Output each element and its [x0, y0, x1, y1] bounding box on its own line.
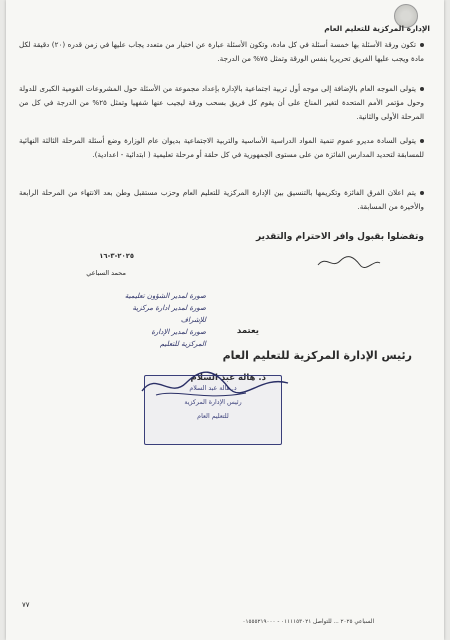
paragraph-4 [19, 186, 424, 214]
head-title: رئيس الإدارة المركزية للتعليم العام [222, 349, 412, 362]
head-name: د. هالة عبد السلام [190, 373, 266, 383]
handwritten-line: صورة لمدير ادارة مركزية [132, 304, 206, 312]
handwritten-line: للإشراف [180, 316, 206, 324]
page-number: ٧٧ [22, 601, 30, 609]
paragraph-1 [19, 38, 424, 66]
document-page [6, 0, 444, 640]
bullet-icon [420, 191, 424, 195]
bullet-icon [420, 139, 424, 143]
paragraph-3 [19, 134, 424, 162]
paragraph-2 [19, 82, 424, 124]
paragraph-4-text: يتم اعلان الفرق الفائزة وتكريمها بالتنسيق بين الإدارة المركزية للتعليم العام وحزب مستقبل وطن بعد الانتهاء من المرحلة الرابعة والأخيرة من المسابقة. [19, 188, 424, 211]
paragraph-3-text: يتولى السادة مديرو عموم تنمية المواد الدراسية الأساسية والتربية الاجتماعية بديوان عام الوزارة وضع أسئلة المرحلة الثالثة النهائية للمسابقة لتحديد المدارس الفائزة من على مستوى الجمهورية في كل حلقة أو مرحلة تعليمية ( ابتدائية - اعدادية). [19, 136, 424, 159]
head-signature-icon [136, 365, 296, 405]
bullet-icon [420, 43, 424, 47]
signature-scribble-icon [314, 253, 384, 271]
handwritten-line: صورة لمدير الشؤون تعليمية [124, 292, 206, 300]
approved-label: يعتمد [236, 326, 259, 336]
document-date: ٢٠٢٥-٣-١٦ [99, 252, 134, 260]
stamp-line: رئيس الإدارة المركزية [184, 399, 242, 406]
paragraph-2-text: يتولى الموجه العام بالإضافة إلى موجه أول تربية اجتماعية بالإدارة بإعداد مجموعة من الأسئلة حول المشروعات القومية الكبرى للدولة وحول مؤتمر الأمم المتحدة لتغير المناخ على أن يقوم كل فريق بسحب ورقة ليجيب عنها شفهيا وتمثل ٢٥% من الدرجة في كل من المرحلة الأولى والثانية. [19, 84, 424, 121]
org-header: الإدارة المركزية للتعليم العام [324, 24, 430, 33]
closing-line: وتفضلوا بقبول وافر الاحترام والتقدير [255, 232, 424, 242]
signer-name: محمد السباعي [86, 269, 126, 277]
stamp-line: د. هالة عبد السلام [189, 385, 237, 392]
stamp-line: للتعليم العام [197, 413, 229, 420]
footer-contact: السباعي ٢٠٢٥ ... للتواصل ٠١١١١٥٣٠٢١ - ٠١٥٥٥٢١٩٠٠٠ [242, 619, 374, 625]
paragraph-1-text: تكون ورقة الأسئلة بها خمسة أسئلة في كل مادة، وتكون الأسئلة عبارة عن اختيار من متعدد يجاب عليها في زمن قدره (٢٠) دقيقة لكل مادة ويجب عليها الفريق تحريريا بنفس الورقة وتمثل ٧٥% من الدرجة. [19, 40, 424, 63]
handwritten-note [116, 290, 206, 350]
handwritten-line: صورة لمدير الإدارة [151, 328, 206, 336]
bullet-icon [420, 87, 424, 91]
handwritten-line: المركزية للتعليم [159, 340, 206, 348]
